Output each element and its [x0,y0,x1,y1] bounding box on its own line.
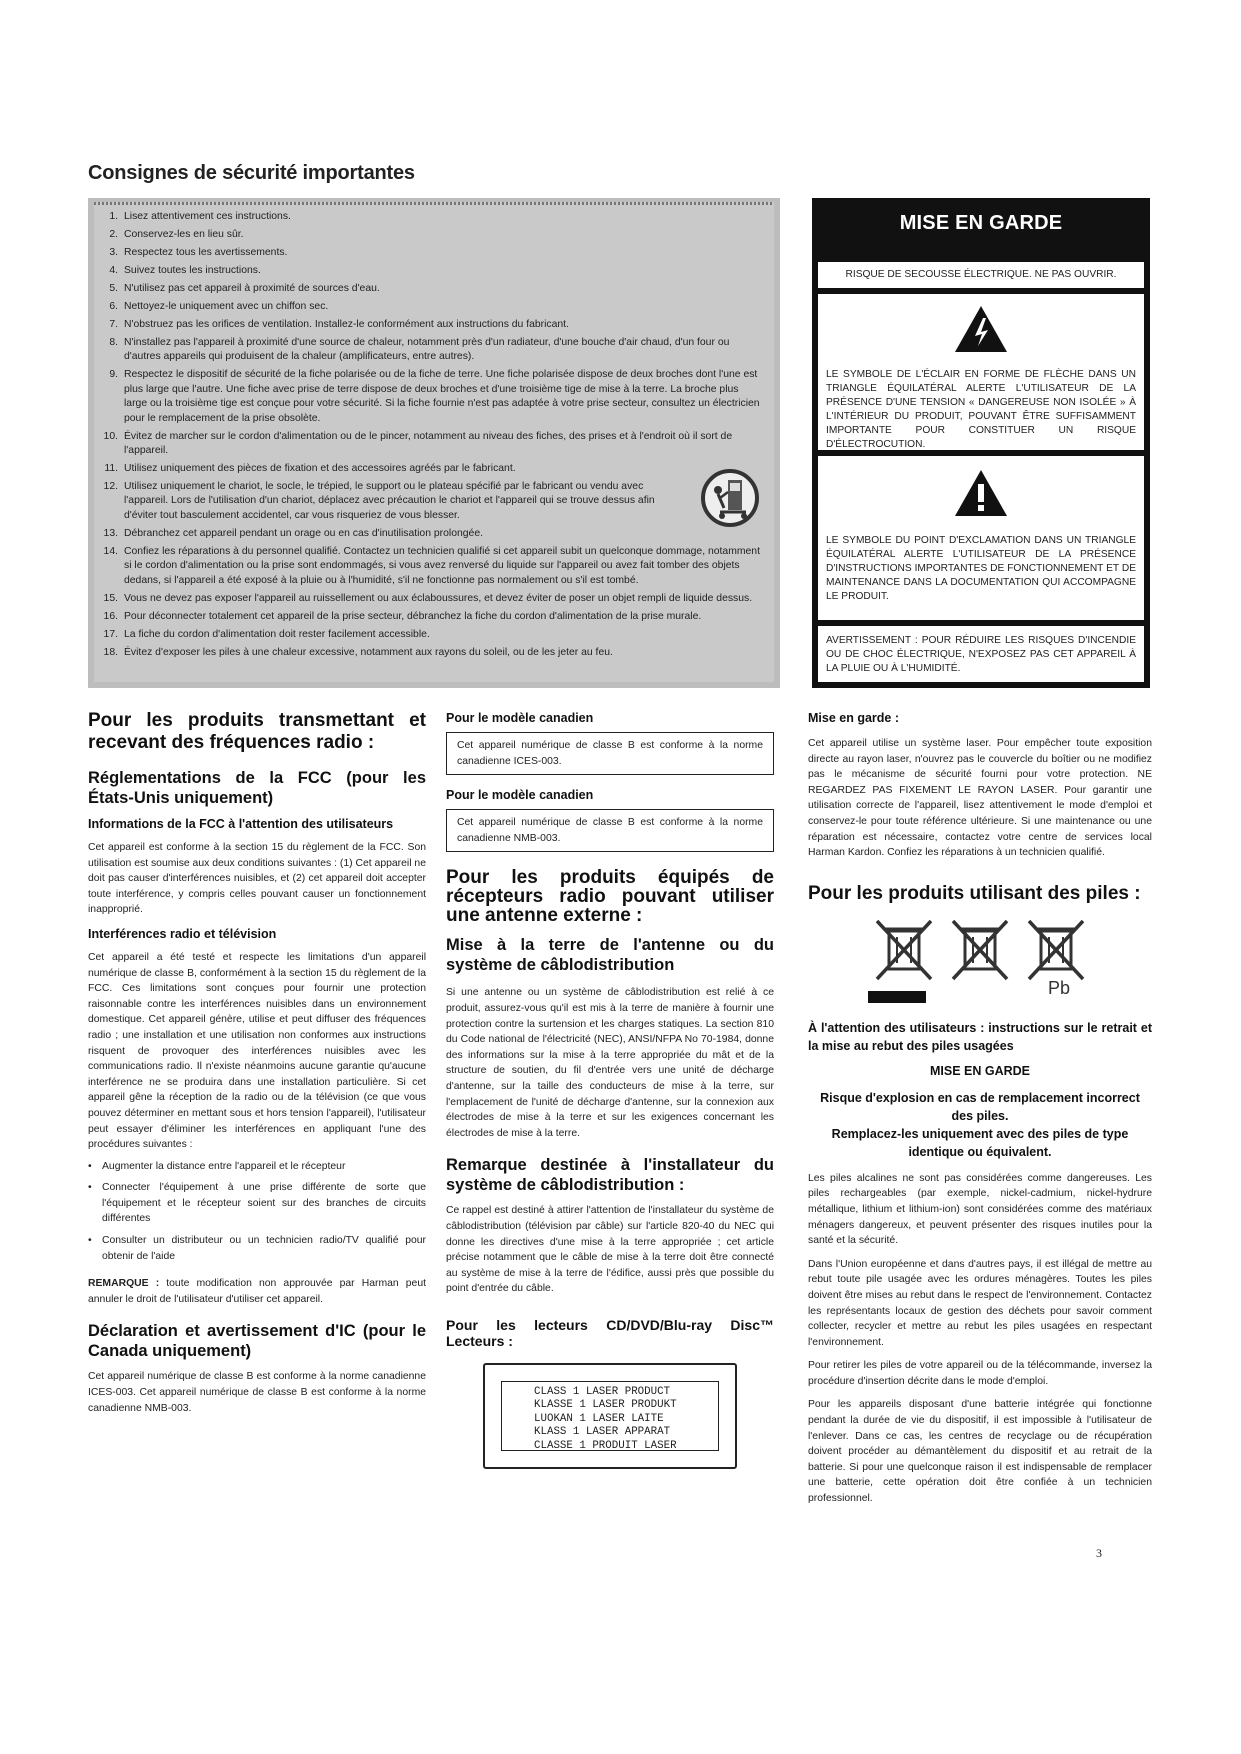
lightning-warning-cell [818,294,1144,450]
crossed-bin-icon [1025,917,1087,983]
safety-item-text: N'obstruez pas les orifices de ventilation. Installez-le conformément aux instructions du fabricant. [124,319,569,330]
heading-canadian-model-1: Pour le modèle canadien [446,711,594,725]
safety-item-number: 14. [103,545,118,557]
safety-item [100,527,760,541]
list-item: • Consulter un distributeur ou un technicien radio/TV qualifié pour obtenir de l'aide [102,1233,426,1264]
safety-instructions-box [88,198,780,688]
safety-item-text: Respectez tous les avertissements. [124,247,288,258]
safety-item-number: 17. [103,628,118,640]
safety-item [100,210,760,224]
safety-item-text: La fiche du cordon d'alimentation doit rester facilement accessible. [124,628,430,640]
page-title: Consignes de sécurité importantes [88,162,415,184]
safety-item-number: 13. [103,527,118,539]
remark-label: REMARQUE : [88,1278,160,1290]
safety-item-text: Nettoyez-le uniquement avec un chiffon sec. [124,301,329,312]
safety-item [100,368,760,426]
safety-item-number: 10. [103,430,118,442]
safety-item-number: 16. [103,610,118,622]
safety-item [100,318,760,332]
paragraph-battery-3: Pour retirer les piles de votre appareil ou de la télécommande, inversez la procédure d'insertion décrite dans le mode d'emploi. [808,1360,1152,1387]
canadian-nmb-box: Cet appareil numérique de classe B est conforme à la norme canadienne NMB-003. [446,809,774,852]
safety-item [100,336,760,365]
hatched-rule [94,202,774,205]
safety-list [94,204,774,660]
safety-item-text: Évitez de marcher sur le cordon d'alimentation ou de le pincer, notamment au niveau des fiches, des prises et à l'endroit où il sort de l'appareil. [124,430,733,457]
list-item: • Augmenter la distance entre l'appareil et le récepteur [102,1159,426,1175]
heading-antenna-products: Pour les produits équipés de récepteurs radio pouvant utiliser une antenne externe : [446,867,774,927]
paragraph-ic: Cet appareil numérique de classe B est conforme à la norme canadienne ICES-003. Cet appareil numérique de classe B est conforme à la norme canadienne NMB-003. [88,1371,426,1414]
exclamation-warning-cell [818,456,1144,620]
safety-item-text: Suivez toutes les instructions. [124,265,261,276]
safety-item-text: Utilisez uniquement des pièces de fixation et des accessoires agréés par le fabricant. [124,463,516,475]
interference-bullets [88,1159,426,1265]
laser-line: CLASS 1 LASER PRODUCT [534,1385,671,1398]
safety-item-number: 4. [109,265,118,276]
heading-installer-note: Remarque destinée à l'installateur du système de câblodistribution : [446,1156,774,1195]
lightning-triangle-icon [953,304,1009,354]
heading-fcc-info: Informations de la FCC à l'attention des utilisateurs [88,817,394,831]
safety-item-text: N'utilisez pas cet appareil à proximité de sources d'eau. [124,283,380,294]
heading-antenna-grounding: Mise à la terre de l'antenne ou du système de câblodistribution [446,936,774,975]
safety-item-text: Utilisez uniquement le chariot, le socle, le trépied, le support ou le plateau spécifié par le fabricant ou vendu avec l'appareil. Lors de l'utilisation d'un chariot, déplacez avec précaution le chariot et l'appareil qui se trouve dessus afin d'éviter tout basculement accidentel, car vous risqueriez de vous blesser. [124,481,655,521]
laser-line: KLASS 1 LASER APPARAT [534,1426,671,1439]
column-fcc [88,710,426,1416]
paragraph-installer: Ce rappel est destiné à attirer l'attention de l'installateur du système de câblodistribution (télévision par câble) sur l'article 820-40 du NEC qui donne les directives d'une mise à la terre appropriée ; cet article précise notamment que le câble de mise à la terre doit être connecté au système de mise à la terre de l'édifice, aussi près que possible du point d'entrée du câble. [446,1205,774,1295]
moisture-warning-text: AVERTISSEMENT : POUR RÉDUIRE LES RISQUES D'INCENDIE OU DE CHOC ÉLECTRIQUE, N'EXPOSEZ PAS CET APPAREIL À LA PLUIE OU À L'HUMIDITÉ. [818,626,1144,682]
paragraph-grounding: Si une antenne ou un système de câblodistribution est relié à ce produit, assurez-vous qu'il est mis à la terre de manière à fournir une protection contre la surtension et les charges statiques. La section 810 du Code national de l'électricité (NEC), ANSI/NFPA No 70-1984, donne des informations sur la mise à la terre appropriée du mât et de la structure de soutien, du fil d'entrée vers une unité de décharge d'antenne, sur la taille des conducteurs de mise à la terre, sur l'emplacement de l'unité de décharge d'antenne, sur la connexion aux électrodes de mise à la terre et sur les exigences concernant les électrodes de mise à la terre. [446,987,774,1139]
lightning-warning-text: LE SYMBOLE DE L'ÉCLAIR EN FORME DE FLÈCHE DANS UN TRIANGLE ÉQUILATÉRAL ALERTE L'UTILISATEUR DE LA PRÉSENCE D'UNE TENSION « DANGEREUSE NON ISOLÉE » À L'INTÉRIEUR DU PRODUIT, POUVANT ÊTRE SUFFISAMMENT IMPORTANTE POUR CONSTITUER UN RISQUE D'ÉLECTROCUTION. [826,369,1136,450]
paragraph-fcc: Cet appareil est conforme à la section 15 du règlement de la FCC. Son utilisation est soumise aux deux conditions suivantes : (1) Cet appareil ne doit pas causer d'interférences nuisibles, et (2) cet appareil doit accepter toute interférence, y compris celles pouvant causer un fonctionnement inapproprié. [88,842,426,916]
safety-item-number: 7. [109,319,118,330]
safety-item-number: 9. [109,369,118,381]
remark-paragraph [88,1276,426,1307]
safety-item-number: 11. [104,463,118,475]
safety-item-text: Confiez les réparations à du personnel qualifié. Contactez un technicien qualifié si cet appareil subit un quelconque dommage, notamment si le cordon d'alimentation ou la prise sont endommagés, si vous avez renversé du liquide sur l'appareil ou avez fait tomber des objets dedans, si l'appareil a été exposé à la pluie ou à l'humidité, s'il ne fonctionne pas normalement ou s'il est tombé. [124,545,760,586]
safety-item-text: Pour déconnecter totalement cet appareil de la prise secteur, débranchez la fiche du cordon d'alimentation de la prise murale. [124,610,702,622]
safety-item-number: 2. [109,229,118,240]
battery-symbol-row [808,977,1152,1009]
laser-line: KLASSE 1 LASER PRODUKT [534,1399,677,1412]
heading-fcc-regulations: Réglementations de la FCC (pour les États-Unis uniquement) [88,769,426,807]
safety-item [100,300,760,314]
warning-subtitle: RISQUE DE SECOUSSE ÉLECTRIQUE. NE PAS OUVRIR. [818,262,1144,288]
laser-line: LUOKAN 1 LASER LAITE [534,1412,664,1425]
laser-line: CLASSE 1 PRODUIT LASER [534,1439,677,1452]
black-bar [868,991,926,1003]
safety-item [100,592,760,606]
column-laser-batteries [808,710,1152,1507]
safety-item-number: 1. [109,211,118,222]
column-canada-antenna [446,710,774,1469]
safety-item [100,228,760,242]
safety-item [100,628,760,642]
heading-disc-players: Pour les lecteurs CD/DVD/Blu-ray Disc™ Lecteurs : [446,1316,774,1349]
list-item: • Connecter l'équipement à une prise différente de sorte que l'équipement et le récepteur soient sur des branches de circuits différentes [102,1180,426,1227]
paragraph-interference: Cet appareil a été testé et respecte les limitations d'un appareil numérique de classe B, conformément à la section 15 du règlement de la FCC. Ces limitations sont conçues pour fournir une protection raisonnable contre les interférences nuisibles dans un environnement domestique. Cet appareil génère, utilise et peut diffuser des fréquences radio ; une installation et une utilisation non conformes aux instructions risquent de provoquer des interférences nuisibles avec les communications radio. Il n'existe néanmoins aucune garantie qu'aucune interférence ne se produira dans une installation particulière. Si cet appareil gêne la réception de la radio ou de la télévision (ce que vous pouvez déterminer en mettant sous et hors tension l'appareil), l'utilisateur peut essayer d'éliminer les interférences en appliquant l'une des procédures suivantes : [88,951,426,1151]
safety-item [100,480,760,523]
safety-item-text: Respectez le dispositif de sécurité de la fiche polarisée ou de la fiche de terre. Une fiche polarisée dispose de deux broches dont l'une est plus large que l'autre. Une fiche avec prise de terre dispose de deux broches et d'une troisième tige de mise à la terre. La broche plus large ou la troisième tige est conçue pour votre sécurité. Si la fiche fournie n'est pas adaptée à votre prise secteur, consultez un électricien pour le remplacement de la prise obsolète. [124,369,760,424]
safety-item-number: 3. [109,247,118,258]
paragraph-battery-2: Dans l'Union européenne et dans d'autres pays, il est illégal de mettre au rebut toute pile usagée avec les ordures ménagères. Toutes les piles doivent être mises au rebut dans le respect de l'environnement. Contactez les représentants locaux de gestion des déchets pour savoir comment collecter, recycler et mettre au rebut les piles usagées en respectant l'environnement. [808,1258,1152,1348]
page-number: 3 [1096,1546,1102,1560]
safety-item-text: Débranchez cet appareil pendant un orage ou en cas d'inutilisation prolongée. [124,527,483,539]
safety-item-text: N'installez pas l'appareil à proximité d'une source de chaleur, notamment près d'un radiateur, d'une bouche d'air chaud, d'un four ou d'autres appareils qui produisent de la chaleur (amplificateurs, entre autres). [124,337,730,363]
safety-item [100,246,760,260]
heading-caution: Mise en garde : [808,711,899,725]
paragraph-battery-1: Les piles alcalines ne sont pas considérées comme dangereuses. Les piles rechargeables (par exemple, nickel-cadmium, nickel-hydrure métallique, lithium et lithium-ion) sont considérées comme des matériaux ménagers dangereux, et peuvent présenter des risques inutiles pour la santé et la sécurité. [808,1172,1152,1247]
safety-item [100,264,760,278]
laser-label-inner [501,1381,719,1451]
safety-item-number: 6. [109,301,118,312]
safety-item-text: Lisez attentivement ces instructions. [124,211,291,222]
crossed-bin-icon [949,917,1011,983]
safety-item-number: 15. [103,592,118,604]
paragraph-battery-4: Pour les appareils disposant d'une batterie intégrée qui fonctionne pendant la durée de vie du dispositif, il est impossible à l'utilisateur de l'enlever. Dans ce cas, les centres de recyclage ou de récupération doivent procéder au démantèlement du dispositif et au retrait de la batterie. Si pour une quelconque raison il est indispensable de remplacer une batterie, cette opération doit être confiée à un technicien professionnel. [808,1399,1152,1505]
safety-item-text: Évitez d'exposer les piles à une chaleur excessive, notamment aux rayons du soleil, ou de les jeter au feu. [124,646,613,658]
battery-warning-line-1: Risque d'explosion en cas de remplacement incorrect des piles. [820,1090,1140,1123]
heading-battery-products: Pour les produits utilisant des piles : [808,882,1141,904]
safety-item-text: Conservez-les en lieu sûr. [124,229,244,240]
cart-tipover-icon [700,468,760,528]
pb-label: Pb [1048,977,1071,998]
exclamation-warning-text: LE SYMBOLE DU POINT D'EXCLAMATION DANS UN TRIANGLE ÉQUILATÉRAL ALERTE L'UTILISATEUR DE LA PRÉSENCE D'INSTRUCTIONS IMPORTANTES DE FONCTIONNEMENT ET DE MAINTENANCE DANS LA DOCUMENTATION QUI ACCOMPAGNE LE PRODUIT. [826,535,1136,602]
canadian-ices-box: Cet appareil numérique de classe B est conforme à la norme canadienne ICES-003. [446,732,774,775]
remark-text: toute modification non approuvée par Harman peut annuler le droit de l'utilisateur d'utiliser cet appareil. [88,1278,426,1305]
heading-interference: Interférences radio et télévision [88,926,277,941]
safety-item [100,430,760,459]
safety-item-number: 12. [103,481,118,493]
safety-item [100,610,760,624]
heading-ic-declaration: Déclaration et avertissement d'IC (pour le Canada uniquement) [88,1322,426,1361]
safety-item [100,282,760,296]
paragraph-laser-caution: Cet appareil utilise un système laser. Pour empêcher toute exposition directe au rayon laser, n'ouvrez pas le couvercle du boîtier ou ne modifiez pas le mécanisme de sécurité fourni pour votre protection. NE REGARDEZ PAS FIXEMENT LE RAYON LASER. Pour garantir une utilisation correcte de l'appareil, lisez attentivement le mode d'emploi et conservez-le pour toute référence ultérieure. Si une maintenance ou une réparation est nécessaire, contactez votre centre de services local Harman Kardon. Confiez les réparations à un technicien qualifié. [808,738,1152,859]
safety-item-number: 18. [103,646,118,658]
laser-class-label [483,1363,737,1469]
safety-item-number: 8. [109,337,118,348]
exclamation-triangle-icon [953,468,1009,518]
battery-warning-line-2: Remplacez-les uniquement avec des piles de type identique ou équivalent. [831,1126,1129,1159]
crossed-bin-icons [808,917,1152,983]
safety-item-number: 5. [109,283,118,294]
heading-battery-disposal: À l'attention des utilisateurs : instructions sur le retrait et la mise au rebut des piles usagées [808,1020,1152,1053]
safety-item-text: Vous ne devez pas exposer l'appareil au ruissellement ou aux éclaboussures, et devez éviter de poser un objet rempli de liquide dessus. [124,592,753,604]
safety-item [100,646,760,660]
warning-panel [812,198,1150,688]
battery-warning-title: MISE EN GARDE [929,1063,1030,1078]
heading-radio-products: Pour les produits transmettant et recevant des fréquences radio : [88,710,426,753]
heading-canadian-model-2: Pour le modèle canadien [446,788,594,803]
crossed-bin-icon [873,917,935,983]
safety-item [100,462,760,476]
warning-title: MISE EN GARDE [899,212,1063,234]
safety-item [100,545,760,588]
